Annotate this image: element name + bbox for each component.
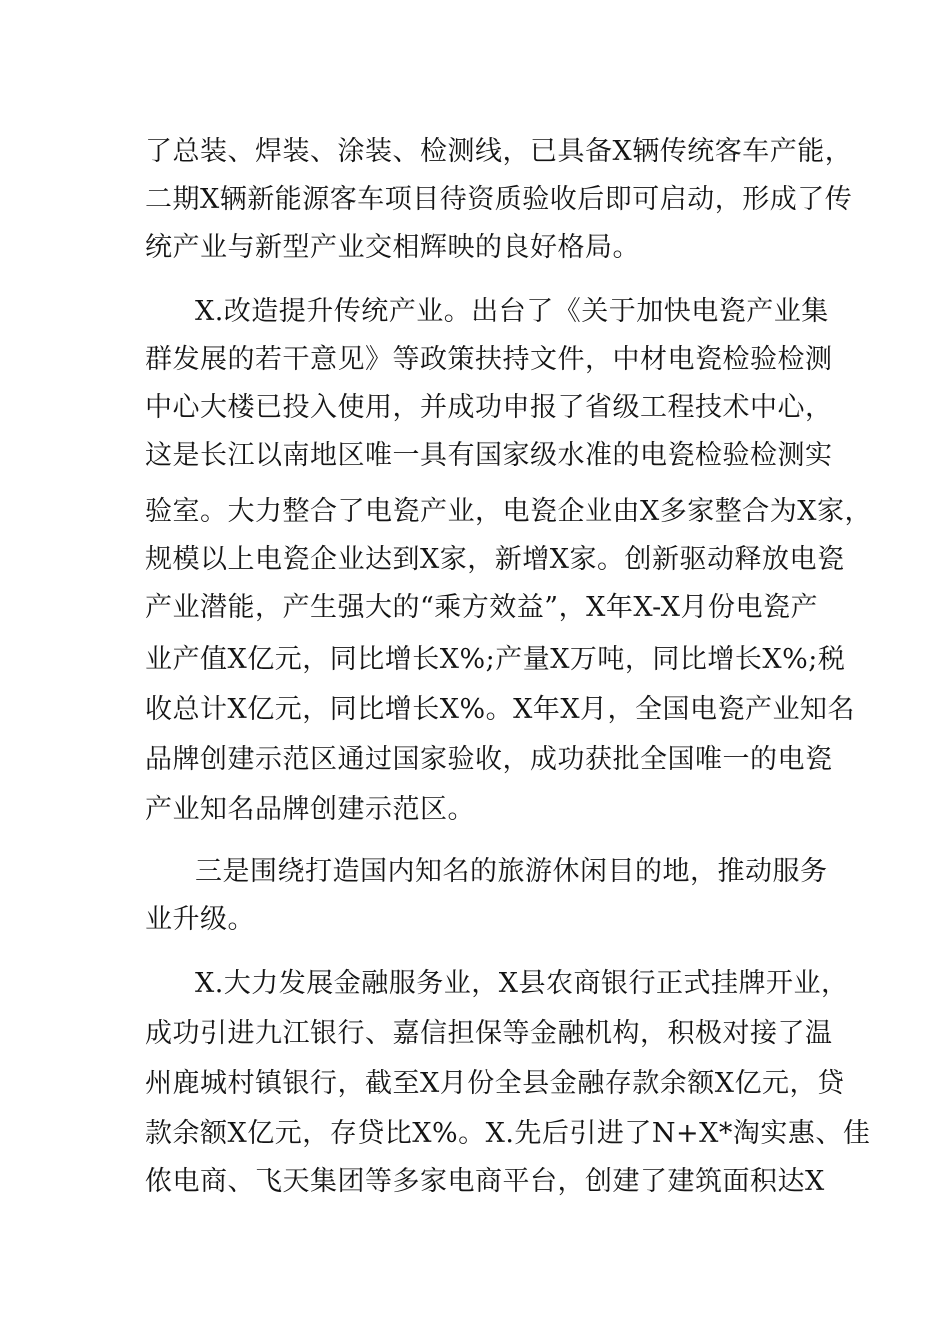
text-line: 收总计X亿元，同比增长X%。X年X月，全国电瓷产业知名 [145,694,856,725]
text-line: 品牌创建示范区通过国家验收，成功获批全国唯一的电瓷 [145,744,833,775]
text-line: 验室。大力整合了电瓷产业，电瓷企业由X多家整合为X家， [145,496,872,527]
text-line: 了总装、焊装、涂装、检测线，已具备X辆传统客车产能， [145,136,853,167]
text-line: 三是围绕打造国内知名的旅游休闲目的地，推动服务 [195,856,828,887]
text-line: 二期X辆新能源客车项目待资质验收后即可启动，形成了传 [145,184,853,215]
text-line: 侬电商、飞天集团等多家电商平台，创建了建筑面积达X [145,1166,825,1197]
text-line: 业产值X亿元，同比增长X%;产量X万吨，同比增长X%;税 [145,644,846,675]
text-line: 产业知名品牌创建示范区。 [145,794,475,825]
text-line: 业升级。 [145,904,255,935]
text-line: 产业潜能，产生强大的“乘方效益”，X年X-X月份电瓷产 [145,592,818,623]
text-line: 款余额X亿元，存贷比X%。X.先后引进了N+X*淘实惠、佳 [145,1118,871,1149]
text-line: 群发展的若干意见》等政策扶持文件，中材电瓷检验检测 [145,344,833,375]
text-line: 成功引进九江银行、嘉信担保等金融机构，积极对接了温 [145,1018,833,1049]
text-line: 中心大楼已投入使用，并成功申报了省级工程技术中心， [145,392,833,423]
text-line: 规模以上电瓷企业达到X家，新增X家。创新驱动释放电瓷 [145,544,845,575]
text-line: X.大力发展金融服务业，X县农商银行正式挂牌开业， [195,968,849,999]
text-line: X.改造提升传统产业。出台了《关于加快电瓷产业集 [195,296,829,327]
text-line: 统产业与新型产业交相辉映的良好格局。 [145,232,640,263]
text-line: 这是长江以南地区唯一具有国家级水准的电瓷检验检测实 [145,440,833,471]
text-line: 州鹿城村镇银行，截至X月份全县金融存款余额X亿元，贷 [145,1068,845,1099]
